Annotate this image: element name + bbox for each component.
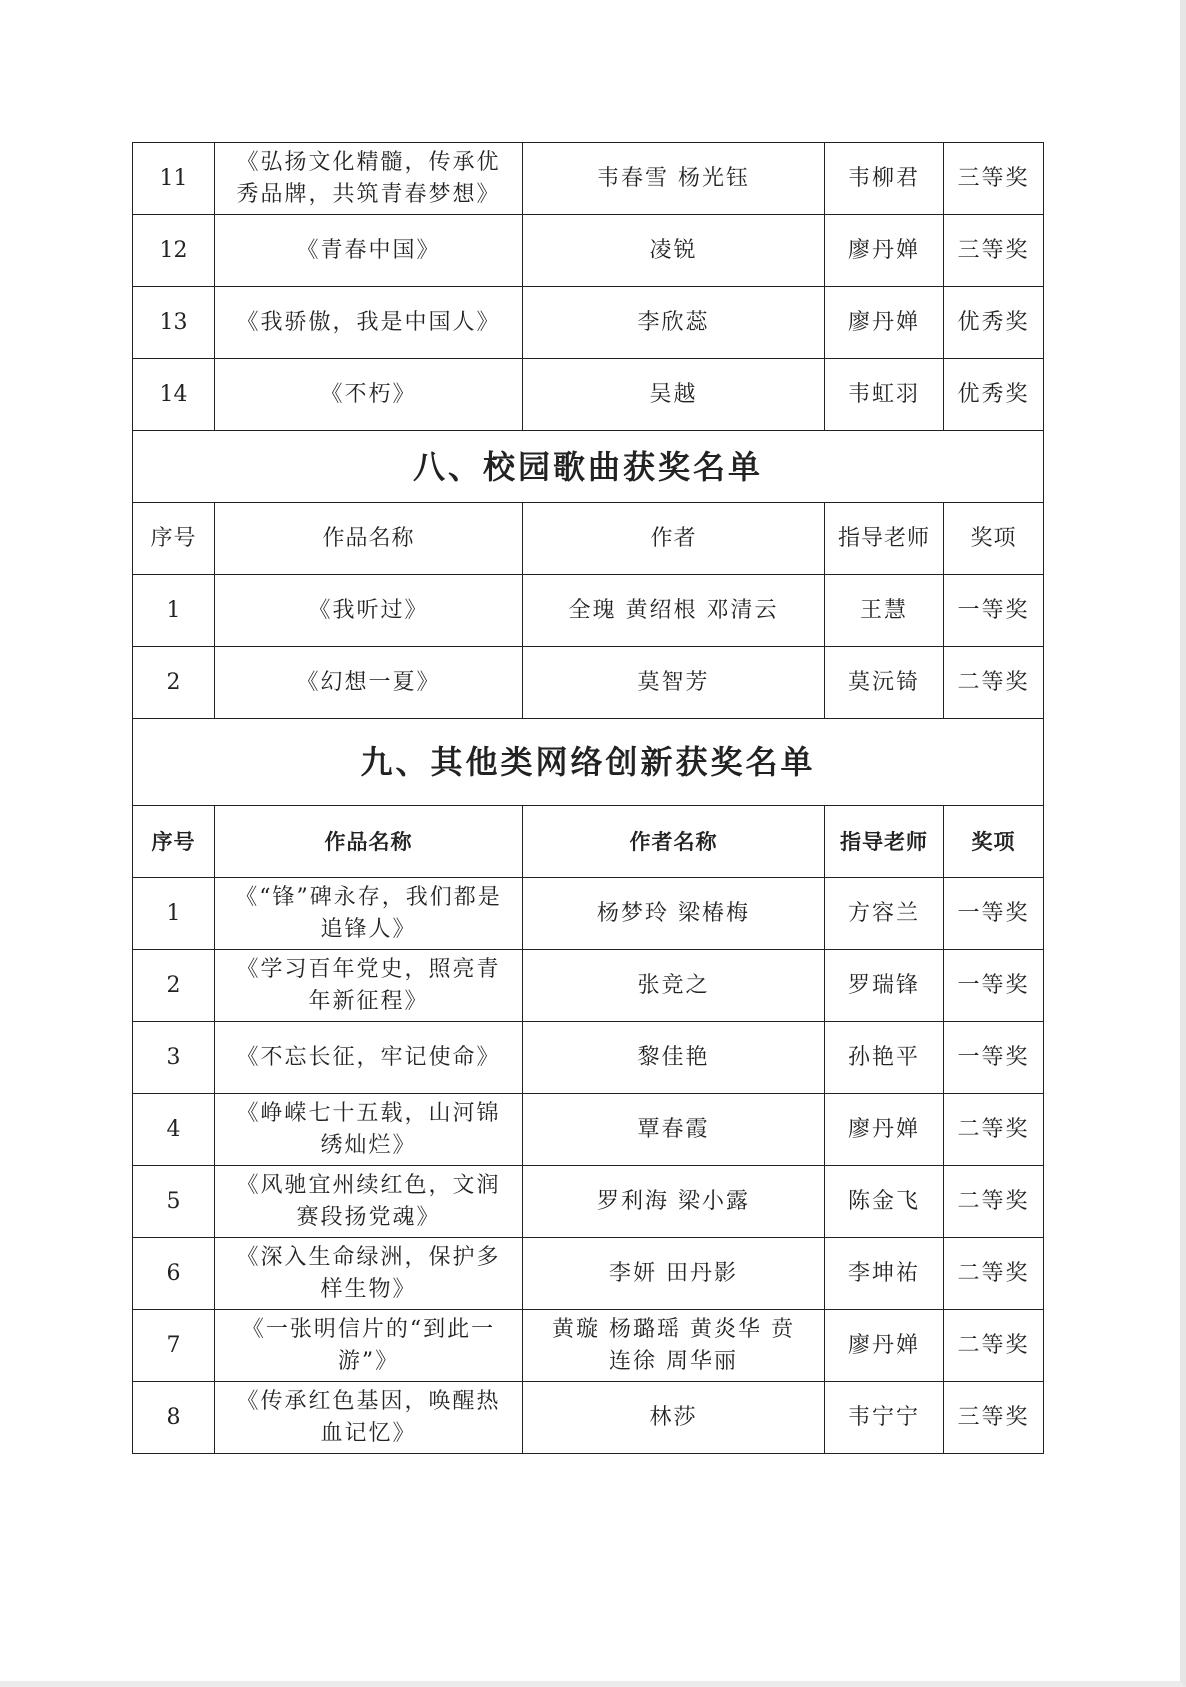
table-row [133, 1238, 1044, 1310]
table-row [133, 1094, 1044, 1166]
table-row [133, 1022, 1044, 1094]
work-title-text: 《一张明信片的“到此一游”》 [241, 1316, 496, 1374]
table-row [133, 950, 1044, 1022]
row-number: 2 [133, 950, 215, 1022]
advisor: 韦柳君 [825, 143, 944, 215]
header-num: 序号 [133, 503, 215, 575]
header-award: 奖项 [944, 503, 1044, 575]
work-title-text: 《深入生命绿洲，保护多样生物》 [236, 1244, 501, 1302]
work-title: 《不忘长征，牢记使命》 [215, 1022, 523, 1094]
authors: 林莎 [523, 1382, 825, 1454]
award: 优秀奖 [944, 359, 1044, 431]
table-header-row [133, 503, 1044, 575]
header-advisor: 指导老师 [825, 503, 944, 575]
authors: 吴越 [523, 359, 825, 431]
header-title: 作品名称 [215, 806, 523, 878]
table-row [133, 878, 1044, 950]
row-number: 11 [133, 143, 215, 215]
row-number: 13 [133, 287, 215, 359]
award: 一等奖 [944, 575, 1044, 647]
table-header-row [133, 806, 1044, 878]
row-number: 5 [133, 1166, 215, 1238]
row-number: 3 [133, 1022, 215, 1094]
advisor: 李坤祐 [825, 1238, 944, 1310]
authors: 莫智芳 [523, 647, 825, 719]
work-title-text: 《“锋”碑永存，我们都是追锋人》 [235, 884, 502, 942]
advisor: 莫沅锜 [825, 647, 944, 719]
row-number: 7 [133, 1310, 215, 1382]
work-title [215, 1310, 523, 1382]
authors-text: 黄璇 杨璐瑶 黄炎华 贲连徐 周华丽 [552, 1316, 795, 1374]
advisor: 韦虹羽 [825, 359, 944, 431]
advisor: 廖丹婵 [825, 287, 944, 359]
table-row [133, 575, 1044, 647]
awards-table [132, 142, 1044, 1454]
section8-title: 八、校园歌曲获奖名单 [133, 431, 1044, 503]
header-authors: 作者名称 [523, 806, 825, 878]
award: 一等奖 [944, 1022, 1044, 1094]
header-authors: 作者 [523, 503, 825, 575]
section-title-row [133, 431, 1044, 503]
table-row [133, 647, 1044, 719]
work-title [215, 878, 523, 950]
header-advisor: 指导老师 [825, 806, 944, 878]
work-title: 《幻想一夏》 [215, 647, 523, 719]
authors: 韦春雪 杨光钰 [523, 143, 825, 215]
row-number: 8 [133, 1382, 215, 1454]
work-title [215, 143, 523, 215]
authors: 凌锐 [523, 215, 825, 287]
authors [523, 1310, 825, 1382]
work-title-text: 《学习百年党史，照亮青年新征程》 [236, 956, 501, 1014]
authors: 黎佳艳 [523, 1022, 825, 1094]
work-title [215, 1382, 523, 1454]
work-title-text: 《峥嵘七十五载，山河锦绣灿烂》 [236, 1100, 501, 1158]
award: 二等奖 [944, 1166, 1044, 1238]
work-title: 《我骄傲，我是中国人》 [215, 287, 523, 359]
award: 三等奖 [944, 215, 1044, 287]
advisor: 韦宁宁 [825, 1382, 944, 1454]
authors: 罗利海 梁小露 [523, 1166, 825, 1238]
authors: 张竞之 [523, 950, 825, 1022]
table-row [133, 1382, 1044, 1454]
table-row [133, 143, 1044, 215]
award: 一等奖 [944, 950, 1044, 1022]
work-title-text: 《风驰宜州续红色，文润赛段扬党魂》 [236, 1172, 501, 1230]
award: 三等奖 [944, 1382, 1044, 1454]
award: 优秀奖 [944, 287, 1044, 359]
advisor: 廖丹婵 [825, 1094, 944, 1166]
row-number: 4 [133, 1094, 215, 1166]
table-row [133, 1166, 1044, 1238]
work-title: 《青春中国》 [215, 215, 523, 287]
work-title: 《不朽》 [215, 359, 523, 431]
award: 二等奖 [944, 1238, 1044, 1310]
section9-title: 九、其他类网络创新获奖名单 [133, 719, 1044, 806]
row-number: 1 [133, 878, 215, 950]
advisor: 方容兰 [825, 878, 944, 950]
row-number: 1 [133, 575, 215, 647]
row-number: 14 [133, 359, 215, 431]
advisor: 王慧 [825, 575, 944, 647]
section-title-row [133, 719, 1044, 806]
row-number: 6 [133, 1238, 215, 1310]
work-title-text: 《弘扬文化精髓，传承优秀品牌，共筑青春梦想》 [236, 149, 501, 207]
award: 一等奖 [944, 878, 1044, 950]
work-title [215, 1094, 523, 1166]
advisor: 廖丹婵 [825, 215, 944, 287]
row-number: 12 [133, 215, 215, 287]
authors: 李妍 田丹影 [523, 1238, 825, 1310]
work-title [215, 1238, 523, 1310]
table-row [133, 1310, 1044, 1382]
advisor: 罗瑞锋 [825, 950, 944, 1022]
table-row [133, 287, 1044, 359]
work-title: 《我听过》 [215, 575, 523, 647]
authors: 全瑰 黄绍根 邓清云 [523, 575, 825, 647]
award: 二等奖 [944, 647, 1044, 719]
advisor: 廖丹婵 [825, 1310, 944, 1382]
work-title-text: 《传承红色基因，唤醒热血记忆》 [236, 1388, 501, 1446]
table-row [133, 359, 1044, 431]
advisor: 孙艳平 [825, 1022, 944, 1094]
work-title [215, 950, 523, 1022]
authors: 杨梦玲 梁椿梅 [523, 878, 825, 950]
authors: 覃春霞 [523, 1094, 825, 1166]
header-award: 奖项 [944, 806, 1044, 878]
row-number: 2 [133, 647, 215, 719]
award: 二等奖 [944, 1094, 1044, 1166]
award: 二等奖 [944, 1310, 1044, 1382]
header-num: 序号 [133, 806, 215, 878]
authors: 李欣蕊 [523, 287, 825, 359]
award: 三等奖 [944, 143, 1044, 215]
advisor: 陈金飞 [825, 1166, 944, 1238]
table-row [133, 215, 1044, 287]
work-title [215, 1166, 523, 1238]
header-title: 作品名称 [215, 503, 523, 575]
